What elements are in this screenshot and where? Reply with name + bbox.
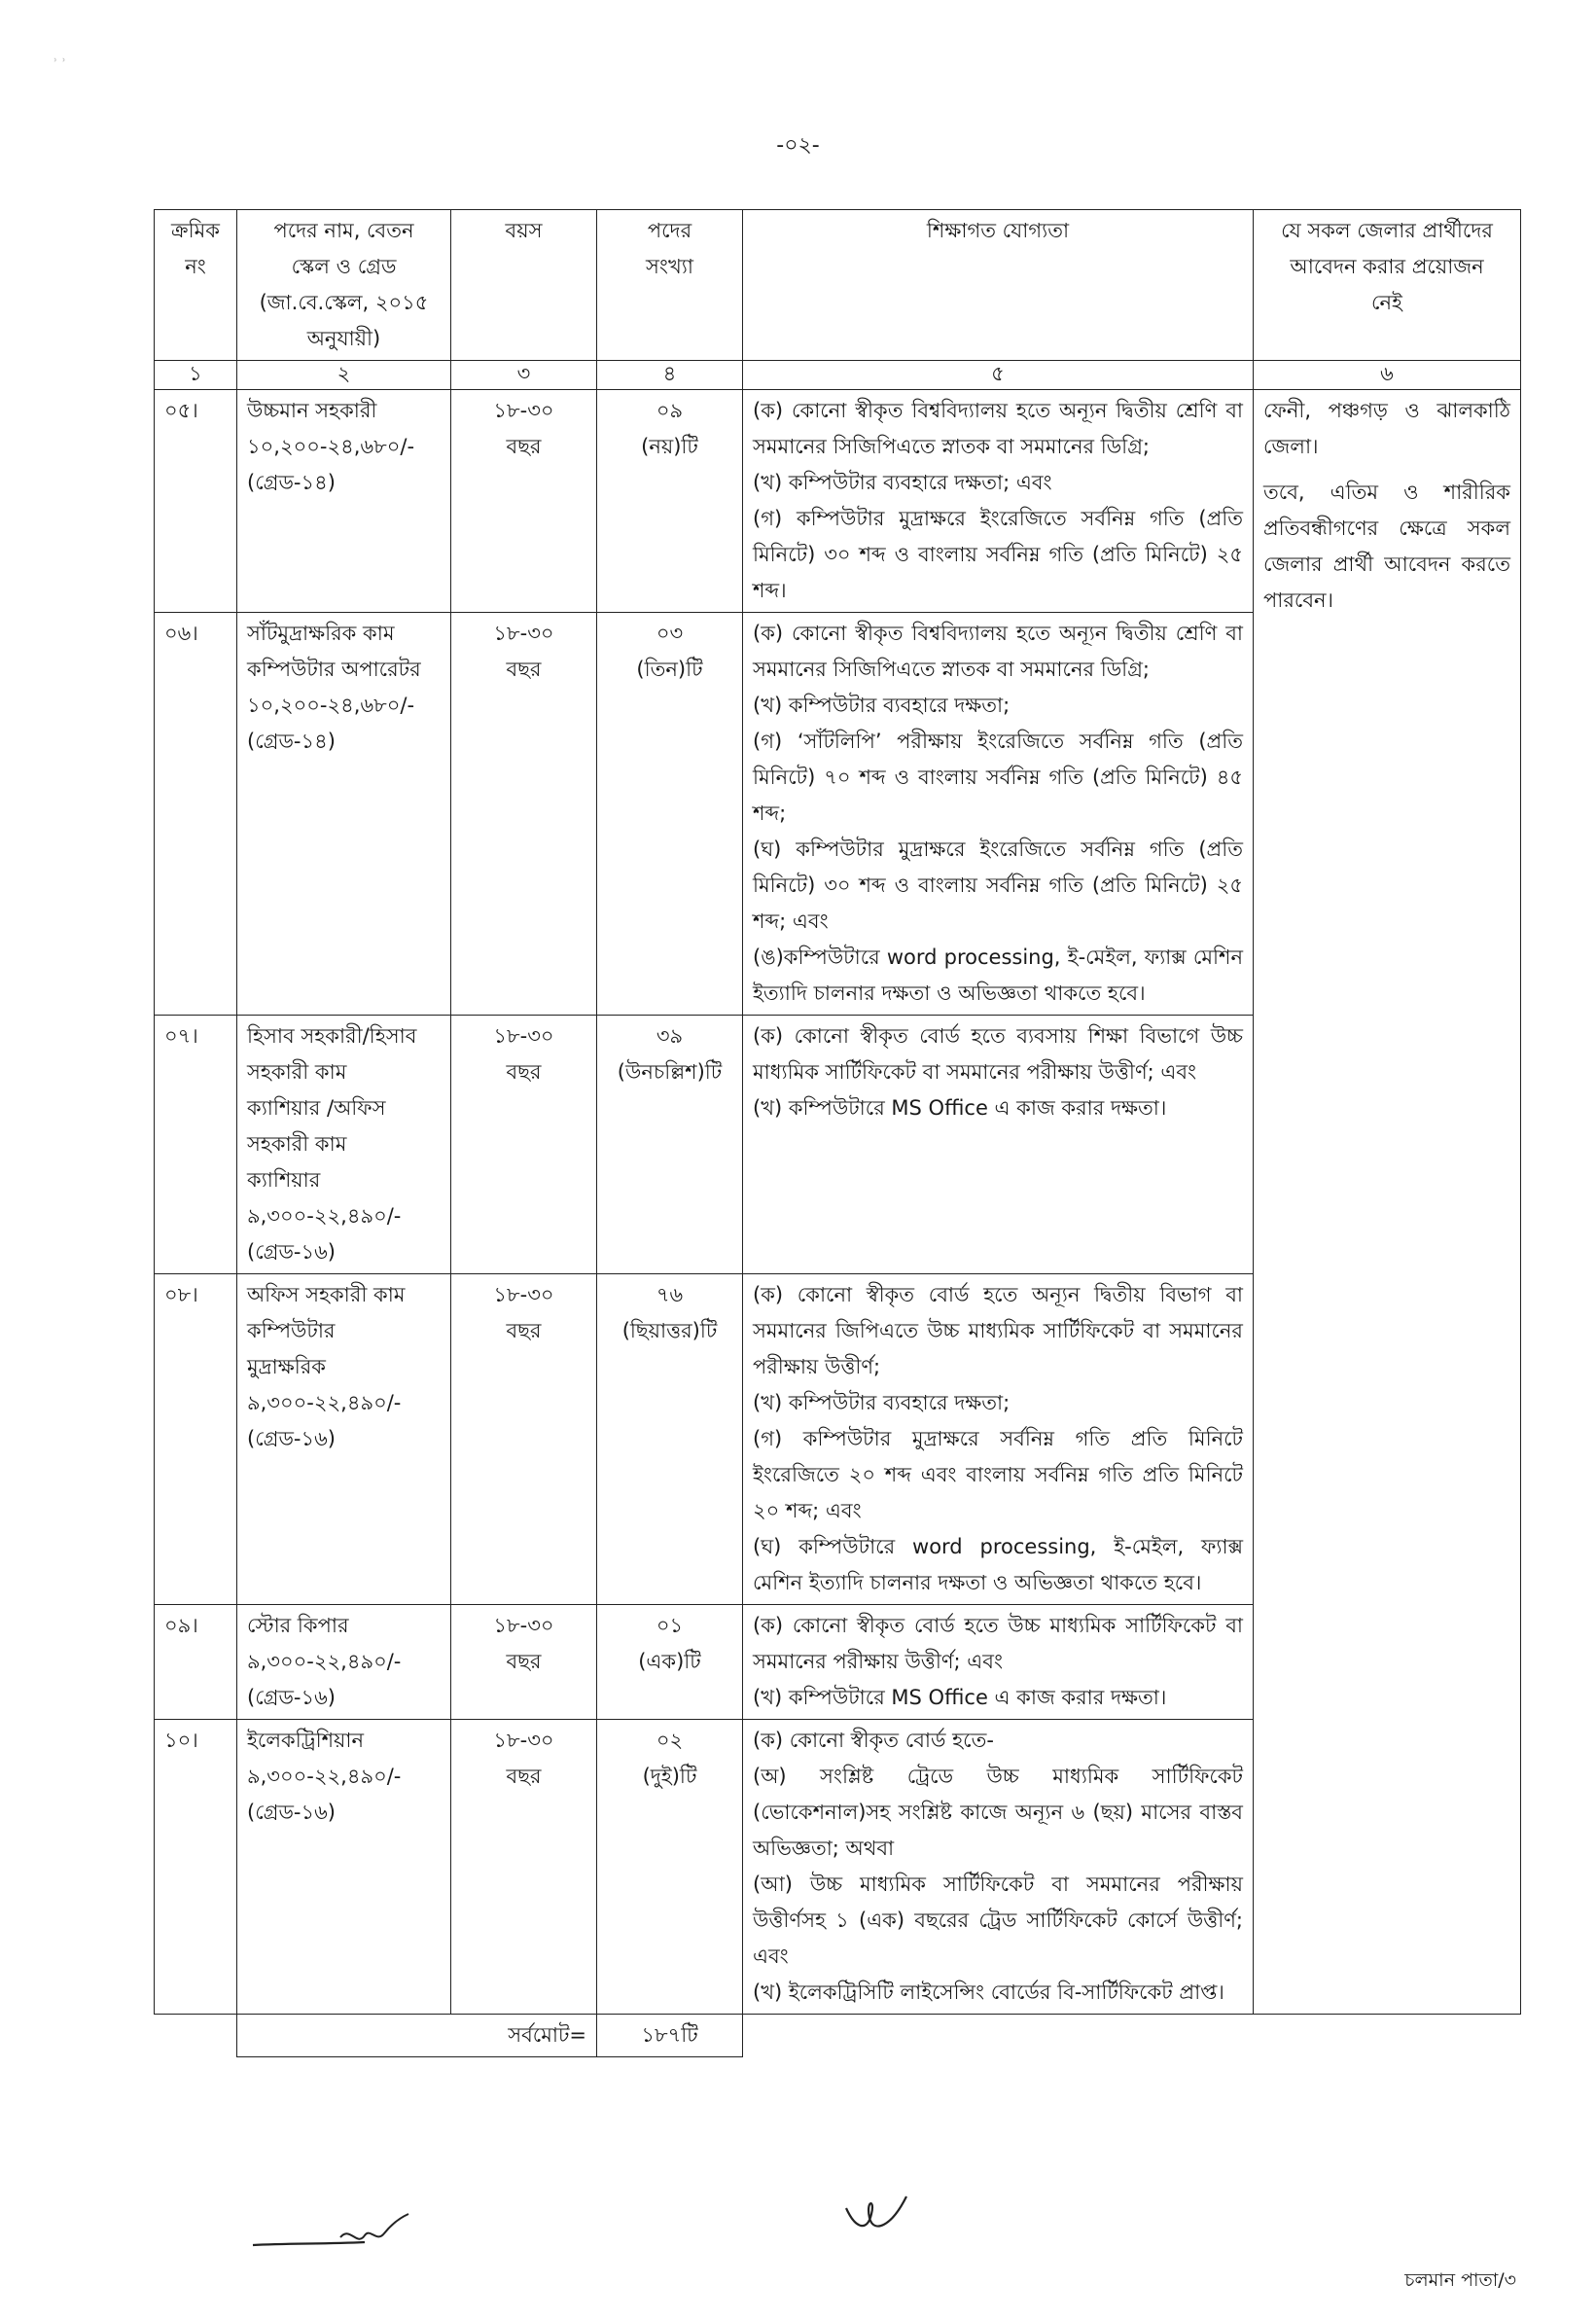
- count-cell: [597, 1274, 743, 1605]
- qualification-line: (ক) কোনো স্বীকৃত বিশ্ববিদ্যালয় হতে অন্যূন দ্বিতীয় শ্রেণি বা সমমানের সিজিপিএতে স্নাতক বা সমমানের ডিগ্রি;: [753, 622, 1243, 681]
- post-cell: [237, 390, 451, 613]
- districts-line: তবে, এতিম ও শারীরিক প্রতিবন্ধীগণের ক্ষেত্রে সকল জেলার প্রার্থী আবেদন করতে পারবেন।: [1263, 481, 1510, 612]
- qualification-line: (খ) কম্পিউটার ব্যবহারে দক্ষতা;: [753, 694, 1011, 717]
- qualification-line: (গ) কম্পিউটার মুদ্রাক্ষরে সর্বনিম্ন গতি প্রতি মিনিটে ইংরেজিতে ২০ শব্দ এবং বাংলায় সর্বনিম্ন গতি প্রতি মিনিটে ২০ শব্দ; এবং: [753, 1427, 1243, 1522]
- header-qualification: [743, 210, 1254, 361]
- districts-cell: [1254, 390, 1521, 2015]
- qualification-line: (ক) কোনো স্বীকৃত বিশ্ববিদ্যালয় হতে অন্যূন দ্বিতীয় শ্রেণি বা সমমানের সিজিপিএতে স্নাতক বা সমমানের ডিগ্রি;: [753, 399, 1243, 458]
- post-line: ৯,৩০০-২২,৪৯০/-: [247, 1391, 402, 1414]
- total-value: ১৮৭টি: [597, 2015, 743, 2057]
- count-cell: [597, 390, 743, 613]
- qualification-line: (ঙ)কম্পিউটারে word processing, ই-মেইল, ফ্যাক্স মেশিন ইত্যাদি চালনার দক্ষতা ও অভিজ্ঞতা থাকতে হবে।: [753, 946, 1243, 1005]
- age-line: ১৮-৩০: [493, 1614, 554, 1637]
- post-line: ক্যাশিয়ার: [247, 1168, 321, 1192]
- header-age: [451, 210, 597, 361]
- header-line: নং: [185, 255, 206, 278]
- age-line: বছর: [506, 658, 542, 681]
- age-line: ১৮-৩০: [493, 622, 554, 645]
- qualification-cell: [743, 1016, 1254, 1274]
- age-line: বছর: [506, 1650, 542, 1673]
- age-line: ১৮-৩০: [493, 1024, 554, 1048]
- column-number: ৬: [1254, 361, 1521, 390]
- qualification-line: (ক) কোনো স্বীকৃত বোর্ড হতে-: [753, 1729, 994, 1752]
- qualification-line: (খ) কম্পিউটারে MS Office এ কাজ করার দক্ষতা।: [753, 1686, 1167, 1709]
- post-line: ৯,৩০০-২২,৪৯০/-: [247, 1650, 402, 1673]
- age-cell: [451, 390, 597, 613]
- post-line: ১০,২০০-২৪,৬৮০/-: [247, 435, 415, 458]
- count-line: (উনচল্লিশ)টি: [617, 1060, 723, 1084]
- signature-initials: [836, 2189, 914, 2242]
- count-line: (নয়)টি: [641, 435, 698, 458]
- post-cell: [237, 1016, 451, 1274]
- qualification-line: (আ) উচ্চ মাধ্যমিক সার্টিফিকেট বা সমমানের পরীক্ষায় উত্তীর্ণসহ ১ (এক) বছরের ট্রেড সার্টিফিকেট কোর্সে উত্তীর্ণ; এবং: [753, 1873, 1243, 1968]
- post-line: (গ্রেড-১৪): [247, 471, 336, 494]
- count-line: (দুই)টি: [642, 1765, 697, 1788]
- header-line: সংখ্যা: [646, 255, 693, 278]
- count-line: ০১: [656, 1614, 684, 1637]
- qualification-cell: [743, 1605, 1254, 1720]
- count-line: ৭৬: [656, 1283, 684, 1306]
- age-cell: [451, 613, 597, 1016]
- age-line: ১৮-৩০: [493, 1283, 554, 1306]
- age-line: ১৮-৩০: [493, 1729, 554, 1752]
- post-line: (গ্রেড-১৬): [247, 1240, 336, 1264]
- total-label: সর্বমোট=: [237, 2015, 597, 2057]
- qualification-line: (ঘ) কম্পিউটার মুদ্রাক্ষরে ইংরেজিতে সর্বনিম্ন গতি (প্রতি মিনিটে) ৩০ শব্দ ও বাংলায় সর্বনিম্ন গতি (প্রতি মিনিটে) ২৫ শব্দ; এবং: [753, 838, 1243, 933]
- table-header-row: [155, 210, 1521, 361]
- age-line: ১৮-৩০: [493, 399, 554, 422]
- post-cell: [237, 1274, 451, 1605]
- header-line: বয়স: [505, 219, 543, 242]
- column-number: ২: [237, 361, 451, 390]
- post-line: মুদ্রাক্ষরিক: [247, 1355, 326, 1378]
- header-count: [597, 210, 743, 361]
- qualification-line: (অ) সংশ্লিষ্ট ট্রেডে উচ্চ মাধ্যমিক সার্টিফিকেট (ভোকেশনাল)সহ সংশ্লিষ্ট কাজে অন্যূন ৬ (ছয়) মাসের বাস্তব অভিজ্ঞতা; অথবা: [753, 1765, 1243, 1860]
- qualification-cell: [743, 1720, 1254, 2015]
- count-line: ০৩: [656, 622, 684, 645]
- post-cell: [237, 613, 451, 1016]
- qualification-line: (গ) ‘সাঁটলিপি’ পরীক্ষায় ইংরেজিতে সর্বনিম্ন গতি (প্রতি মিনিটে) ৭০ শব্দ ও বাংলায় সর্বনিম্ন গতি (প্রতি মিনিটে) ৪৫ শব্দ;: [753, 730, 1243, 825]
- serial-cell: ০৯।: [155, 1605, 237, 1720]
- count-cell: [597, 1720, 743, 2015]
- age-line: বছর: [506, 435, 542, 458]
- total-row: [155, 2015, 1521, 2057]
- post-line: হিসাব সহকারী/হিসাব: [247, 1024, 417, 1048]
- serial-cell: ০৭।: [155, 1016, 237, 1274]
- qualification-cell: [743, 390, 1254, 613]
- column-number: ৫: [743, 361, 1254, 390]
- age-cell: [451, 1274, 597, 1605]
- column-number: ৩: [451, 361, 597, 390]
- post-line: স্টোর কিপার: [247, 1614, 349, 1637]
- post-line: (গ্রেড-১৬): [247, 1801, 336, 1824]
- post-line: ক্যাশিয়ার /অফিস: [247, 1096, 386, 1120]
- age-cell: [451, 1605, 597, 1720]
- header-line: পদের: [647, 219, 692, 242]
- count-cell: [597, 1605, 743, 1720]
- post-cell: [237, 1720, 451, 2015]
- post-line: ইলেকট্রিশিয়ান: [247, 1729, 365, 1752]
- total-empty: [743, 2015, 1521, 2057]
- header-line: ক্রমিক: [171, 219, 220, 242]
- header-line: নেই: [1371, 291, 1402, 314]
- table-row: [155, 390, 1521, 613]
- header-line: স্কেল ও গ্রেড: [291, 255, 397, 278]
- posts-table: [154, 209, 1521, 2057]
- count-line: (ছিয়াত্তর)টি: [621, 1319, 718, 1342]
- header-post: [237, 210, 451, 361]
- age-cell: [451, 1720, 597, 2015]
- count-line: (তিন)টি: [636, 658, 703, 681]
- count-line: ৩৯: [656, 1024, 684, 1048]
- header-line: পদের নাম, বেতন: [273, 219, 414, 242]
- serial-cell: ১০।: [155, 1720, 237, 2015]
- post-line: অফিস সহকারী কাম: [247, 1283, 406, 1306]
- signature-left: [248, 2208, 413, 2257]
- post-line: কম্পিউটার অপারেটর: [247, 658, 421, 681]
- header-line: অনুযায়ী): [306, 327, 381, 350]
- qualification-line: (খ) কম্পিউটারে MS Office এ কাজ করার দক্ষতা।: [753, 1096, 1167, 1120]
- qualification-line: (গ) কম্পিউটার মুদ্রাক্ষরে ইংরেজিতে সর্বনিম্ন গতি (প্রতি মিনিটে) ৩০ শব্দ ও বাংলায় সর্বনিম্ন গতি (প্রতি মিনিটে) ২৫ শব্দ।: [753, 507, 1243, 602]
- post-line: ৯,৩০০-২২,৪৯০/-: [247, 1204, 402, 1228]
- count-line: (এক)টি: [638, 1650, 701, 1673]
- header-line: আবেদন করার প্রয়োজন: [1290, 255, 1484, 278]
- header-line: শিক্ষাগত যোগ্যতা: [926, 219, 1070, 242]
- qualification-cell: [743, 1274, 1254, 1605]
- serial-cell: ০৫।: [155, 390, 237, 613]
- post-line: সহকারী কাম: [247, 1060, 347, 1084]
- qualification-line: (ক) কোনো স্বীকৃত বোর্ড হতে উচ্চ মাধ্যমিক সার্টিফিকেট বা সমমানের পরীক্ষায় উত্তীর্ণ; এবং: [753, 1614, 1243, 1673]
- count-cell: [597, 1016, 743, 1274]
- qualification-line: (ঘ) কম্পিউটারে word processing, ই-মেইল, ফ্যাক্স মেশিন ইত্যাদি চালনার দক্ষতা ও অভিজ্ঞতা থাকতে হবে।: [753, 1535, 1243, 1594]
- post-line: কম্পিউটার: [247, 1319, 336, 1342]
- qualification-line: (ক) কোনো স্বীকৃত বোর্ড হতে ব্যবসায় শিক্ষা বিভাগে উচ্চ মাধ্যমিক সার্টিফিকেট বা সমমানের পরীক্ষায় উত্তীর্ণ; এবং: [753, 1024, 1243, 1084]
- column-number: ১: [155, 361, 237, 390]
- column-number: ৪: [597, 361, 743, 390]
- header-serial: [155, 210, 237, 361]
- qualification-line: (খ) কম্পিউটার ব্যবহারে দক্ষতা; এবং: [753, 471, 1052, 494]
- count-cell: [597, 613, 743, 1016]
- count-line: ০২: [656, 1729, 684, 1752]
- post-line: (গ্রেড-১৬): [247, 1427, 336, 1450]
- age-cell: [451, 1016, 597, 1274]
- page-number: -০২-: [776, 133, 820, 158]
- post-line: (গ্রেড-১৬): [247, 1686, 336, 1709]
- age-line: বছর: [506, 1765, 542, 1788]
- qualification-line: (ক) কোনো স্বীকৃত বোর্ড হতে অন্যূন দ্বিতীয় বিভাগ বা সমমানের জিপিএতে উচ্চ মাধ্যমিক সার্টিফিকেট বা সমমানের পরীক্ষায় উত্তীর্ণ;: [753, 1283, 1243, 1378]
- post-line: ১০,২০০-২৪,৬৮০/-: [247, 694, 415, 717]
- post-line: সহকারী কাম: [247, 1132, 347, 1156]
- continued-note: চলমান পাতা/৩: [1404, 2269, 1516, 2291]
- header-line: যে সকল জেলার প্রার্থীদের: [1281, 219, 1493, 242]
- serial-cell: ০৬।: [155, 613, 237, 1016]
- post-line: ৯,৩০০-২২,৪৯০/-: [247, 1765, 402, 1788]
- districts-line: ফেনী, পঞ্চগড় ও ঝালকাঠি জেলা।: [1263, 399, 1510, 458]
- post-cell: [237, 1605, 451, 1720]
- header-line: (জা.বে.স্কেল, ২০১৫: [259, 291, 429, 314]
- column-number-row: [155, 361, 1521, 390]
- scan-mark: ˒ ˒: [53, 54, 67, 69]
- age-line: বছর: [506, 1060, 542, 1084]
- total-empty: [155, 2015, 237, 2057]
- age-line: বছর: [506, 1319, 542, 1342]
- serial-cell: ০৮।: [155, 1274, 237, 1605]
- post-line: (গ্রেড-১৪): [247, 730, 336, 753]
- qualification-line: (খ) ইলেকট্রিসিটি লাইসেন্সিং বোর্ডের বি-সার্টিফিকেট প্রাপ্ত।: [753, 1981, 1224, 2004]
- post-line: উচ্চমান সহকারী: [247, 399, 377, 422]
- count-line: ০৯: [656, 399, 684, 422]
- post-line: সাঁটমুদ্রাক্ষরিক কাম: [247, 622, 395, 645]
- qualification-cell: [743, 613, 1254, 1016]
- header-districts: [1254, 210, 1521, 361]
- qualification-line: (খ) কম্পিউটার ব্যবহারে দক্ষতা;: [753, 1391, 1011, 1414]
